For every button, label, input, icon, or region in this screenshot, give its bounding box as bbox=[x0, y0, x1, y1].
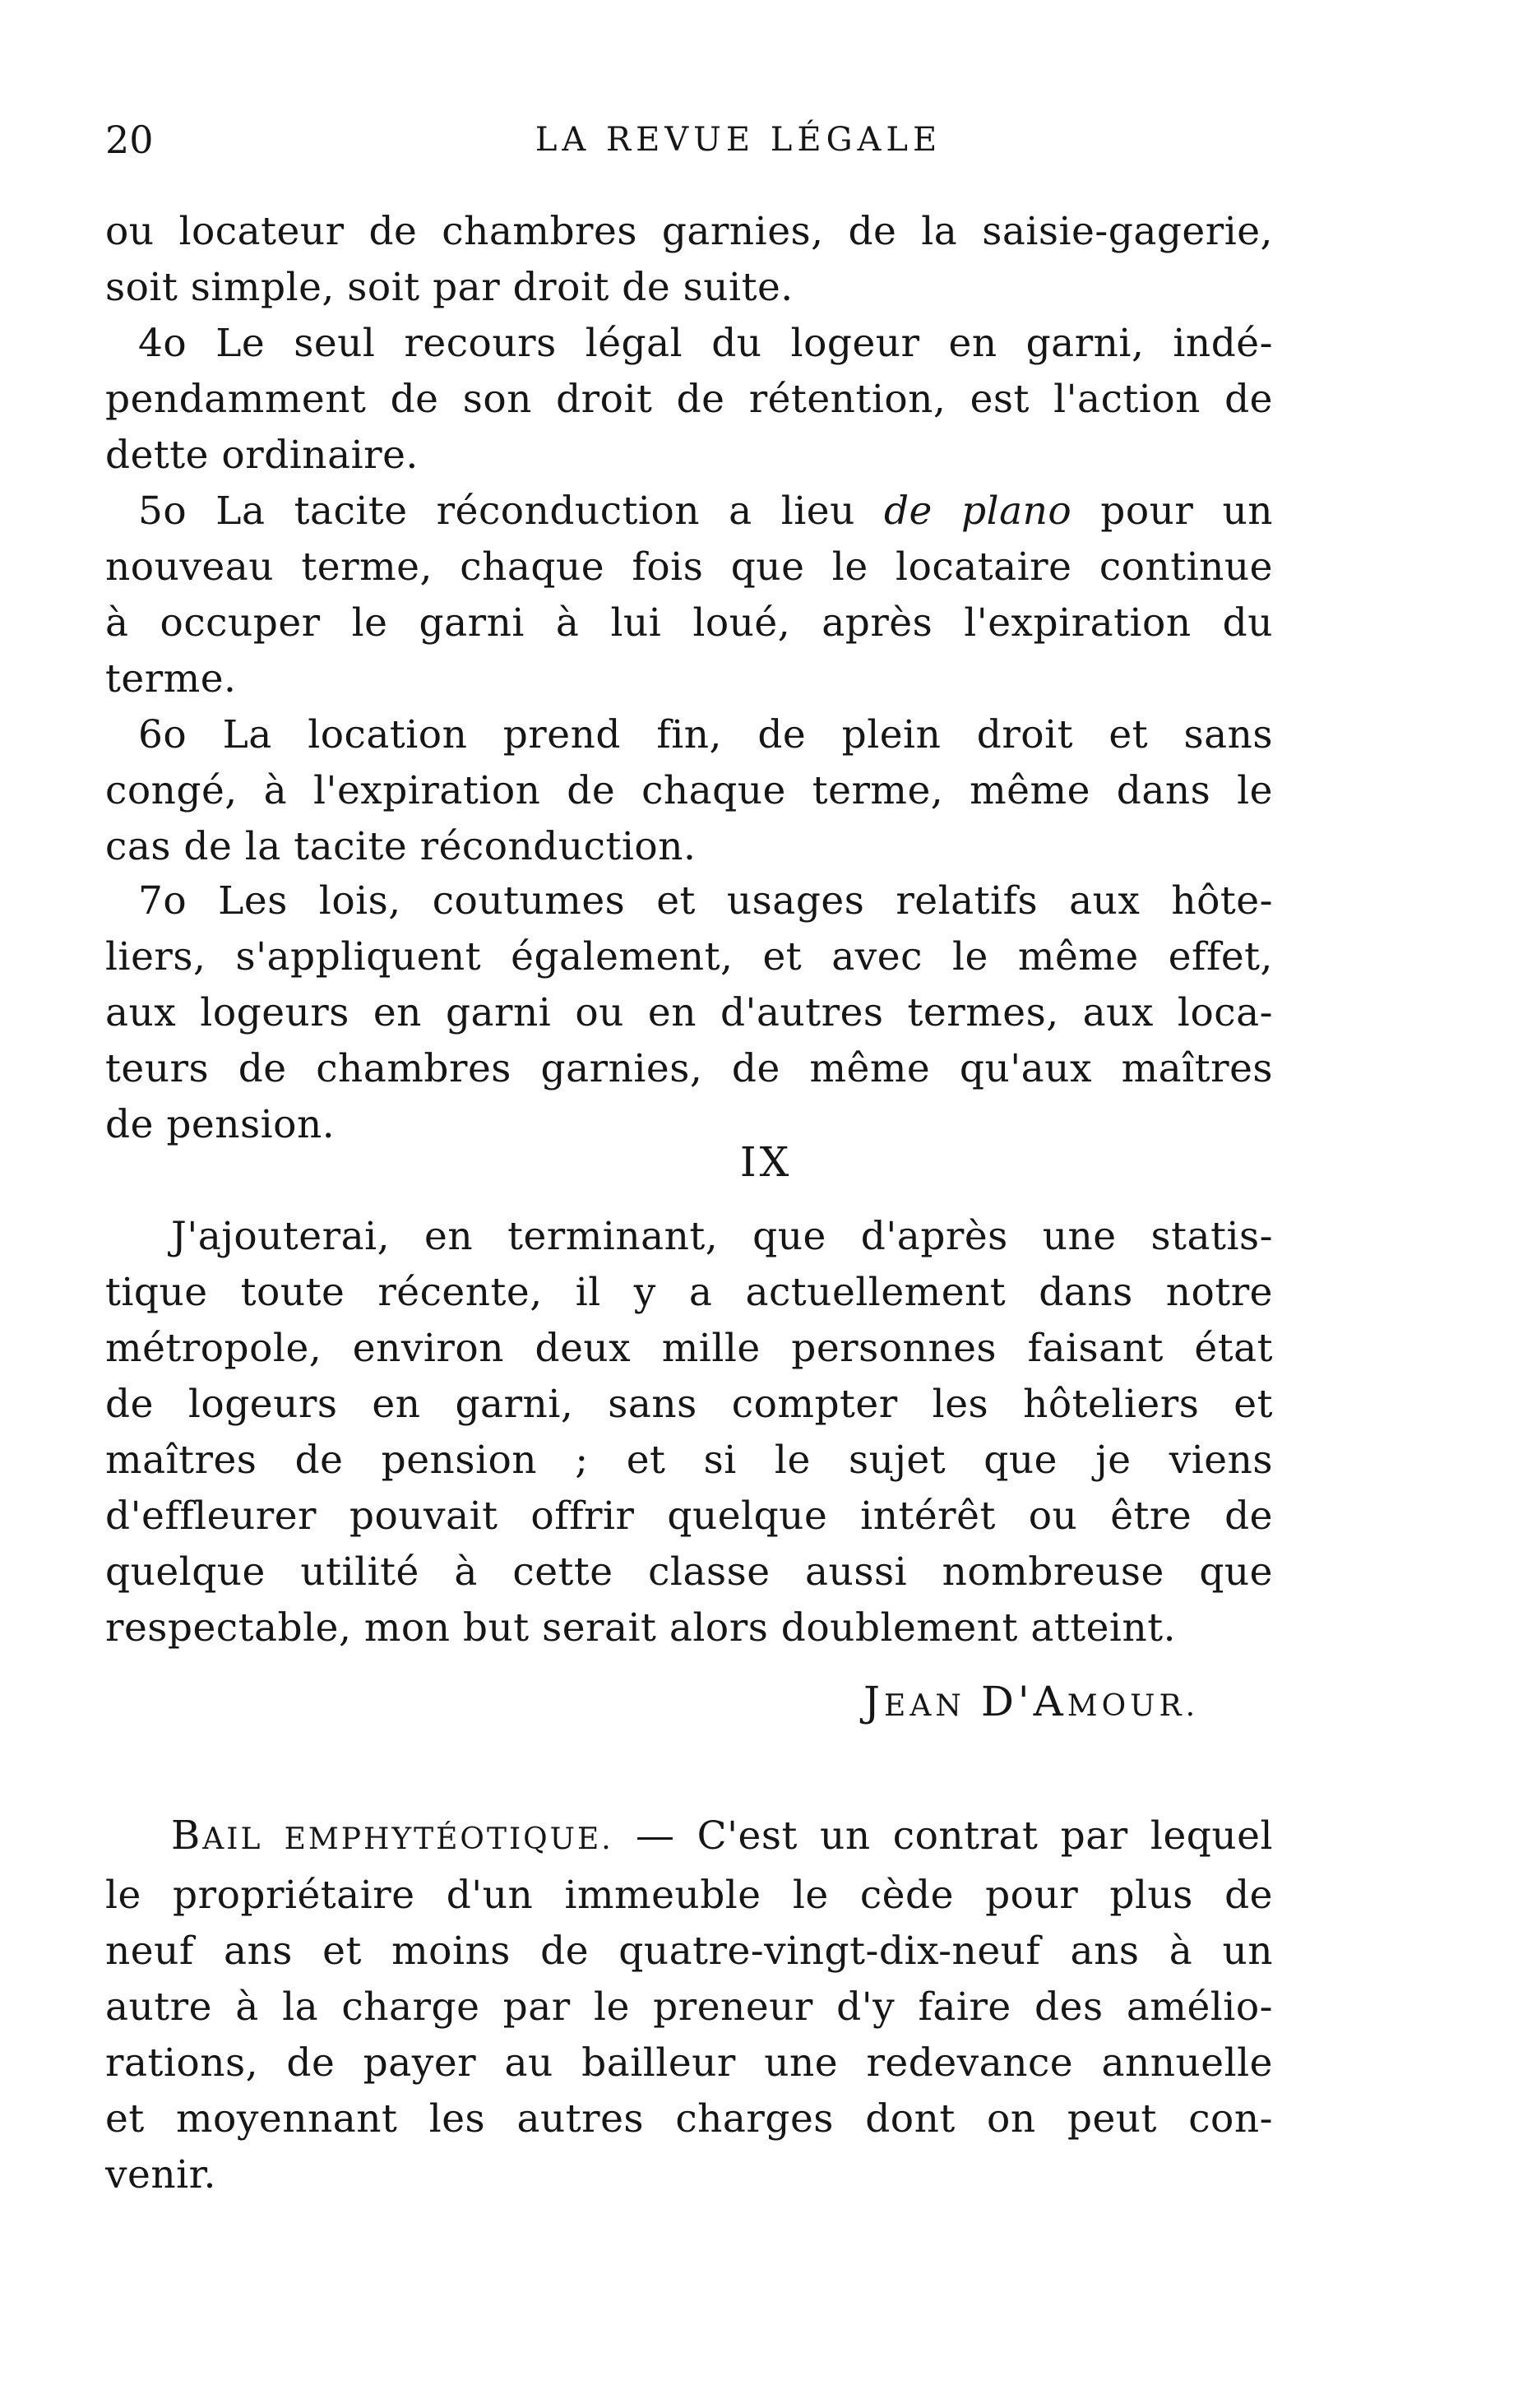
text-line: de pension. bbox=[105, 1102, 336, 1147]
continuation-paragraph bbox=[105, 204, 1273, 316]
text-line: ou locateur de chambres garnies, de la saisie-gagerie, bbox=[105, 209, 1273, 254]
text-line: à occuper le garni à lui loué, après l'expiration du bbox=[105, 600, 1273, 646]
signature-small-caps: EAN bbox=[884, 1689, 965, 1723]
text-segment: 5o La tacite réconduction a lieu bbox=[138, 489, 884, 534]
signature-initial: J bbox=[863, 1678, 885, 1725]
text-line bbox=[105, 1808, 1273, 1868]
text-line: 6o La location prend fin, de plein droit et sans bbox=[138, 712, 1273, 757]
text-line: le propriétaire d'un immeuble le cède pour plus de bbox=[105, 1873, 1273, 1918]
text-line: 7o Les lois, coutumes et usages relatifs aux hôte- bbox=[138, 878, 1273, 924]
text-line: teurs de chambres garnies, de même qu'aux maîtres bbox=[105, 1046, 1273, 1091]
text-segment: pour un bbox=[1071, 489, 1273, 534]
text-line: J'ajouterai, en terminant, que d'après une statis- bbox=[171, 1214, 1273, 1259]
text-line: 4o Le seul recours légal du logeur en garni, indé- bbox=[138, 321, 1273, 366]
signature-small-caps: MOUR. bbox=[1067, 1689, 1200, 1723]
running-head: LA REVUE LÉGALE bbox=[535, 121, 942, 159]
author-signature bbox=[863, 1678, 1199, 1725]
page-header bbox=[105, 115, 1289, 164]
item-4-paragraph bbox=[105, 316, 1273, 484]
text-line: congé, à l'expiration de chaque terme, même dans le bbox=[105, 768, 1273, 813]
text-segment: — C'est un contrat par lequel bbox=[613, 1813, 1273, 1859]
text-line: soit simple, soit par droit de suite. bbox=[105, 265, 794, 310]
signature-initial: D'A bbox=[980, 1678, 1067, 1725]
text-line: cas de la tacite réconduction. bbox=[105, 824, 697, 869]
text-line: terme. bbox=[105, 656, 237, 702]
text-line: maîtres de pension ; et si le sujet que je viens bbox=[105, 1438, 1273, 1483]
bail-emphyteotique-paragraph bbox=[105, 1808, 1273, 2203]
section-ix-paragraph bbox=[105, 1209, 1273, 1656]
term-small-caps: AIL EMPHYTÉOTIQUE. bbox=[202, 1822, 613, 1856]
text-line: de logeurs en garni, sans compter les hôteliers et bbox=[105, 1382, 1273, 1427]
item-6-paragraph bbox=[105, 707, 1273, 875]
text-line: aux logeurs en garni ou en d'autres termes, aux loca- bbox=[105, 990, 1273, 1035]
text-line: dette ordinaire. bbox=[105, 433, 419, 478]
text-line: respectable, mon but serait alors doublement atteint. bbox=[105, 1605, 1177, 1651]
text-line: quelque utilité à cette classe aussi nombreuse que bbox=[105, 1549, 1273, 1595]
term-initial: B bbox=[171, 1813, 203, 1859]
page-number: 20 bbox=[105, 118, 154, 162]
text-line: autre à la charge par le preneur d'y faire des amélio- bbox=[105, 1984, 1273, 2030]
item-7-paragraph bbox=[105, 873, 1273, 1153]
section-heading: IX bbox=[739, 1138, 793, 1186]
defined-term bbox=[171, 1813, 613, 1859]
text-line: liers, s'appliquent également, et avec le même effet, bbox=[105, 934, 1273, 979]
item-5-paragraph bbox=[105, 484, 1273, 707]
text-line: rations, de payer au bailleur une redevance annuelle bbox=[105, 2040, 1273, 2086]
text-line: et moyennant les autres charges dont on peut con- bbox=[105, 2096, 1273, 2142]
text-line: tique toute récente, il y a actuellement dans notre bbox=[105, 1270, 1273, 1315]
text-line: pendamment de son droit de rétention, est l'action de bbox=[105, 377, 1273, 422]
text-line: métropole, environ deux mille personnes faisant état bbox=[105, 1326, 1273, 1371]
italic-phrase: de plano bbox=[883, 489, 1072, 534]
text-line: d'effleurer pouvait offrir quelque intérêt ou être de bbox=[105, 1493, 1273, 1539]
text-line: nouveau terme, chaque fois que le locataire continue bbox=[105, 544, 1273, 590]
text-line: venir. bbox=[105, 2152, 216, 2197]
text-line: neuf ans et moins de quatre-vingt-dix-neuf ans à un bbox=[105, 1929, 1273, 1974]
text-line bbox=[105, 484, 1273, 539]
